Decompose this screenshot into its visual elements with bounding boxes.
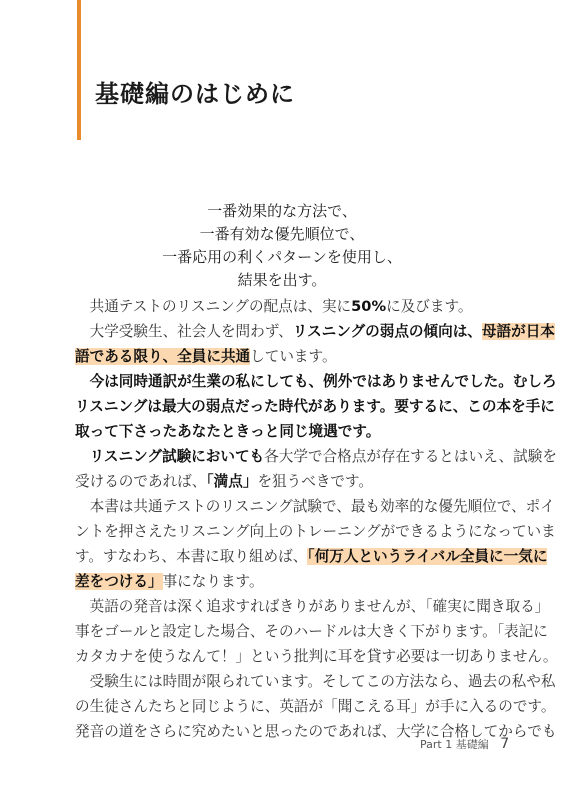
page-footer <box>420 736 509 752</box>
footer-part: Part 1 <box>420 738 453 751</box>
body-line: 事をゴールと設定した場合、そのハードルは大きく下がります。「表記に <box>75 623 548 640</box>
body-line: カタカナを使うなんて！」という批判に耳を貸す必要は一切ありません。 <box>75 648 558 665</box>
body-line: 受けるのであれば、「満点」を狙うべきです。 <box>75 473 374 490</box>
body-line: リスニング試験においても各大学で合格点が存在するとはいえ、試験を <box>89 448 557 465</box>
body-line: の生徒さんたちと同じように、英語が「聞こえる耳」が手に入るのです。 <box>75 698 556 715</box>
body-line: リスニングは最大の弱点だった時代があります。要するに、この本を手に <box>75 398 555 415</box>
intro-line: 結果を出す。 <box>237 271 327 289</box>
page-number: 7 <box>500 736 510 752</box>
body-line: 共通テストのリスニングの配点は、実に50%に及びます。 <box>89 298 473 315</box>
footer-section: 基礎編 <box>455 738 489 751</box>
body-line: 語である限り、全員に共通しています。 <box>75 348 337 365</box>
highlighted-text: 母語が日本 <box>481 323 555 340</box>
body-line: す。すなわち、本書に取り組めば、「何万人というライバル全員に一気に <box>75 548 548 565</box>
highlighted-text: 「何万人というライバル全員に一気に <box>307 548 548 565</box>
intro-line: 一番有効な優先順位で、 <box>199 225 365 243</box>
body-line: 発音の道をさらに究めたいと思ったのであれば、大学に合格してからでも <box>75 723 557 740</box>
body-line: 差をつける」事になります。 <box>75 573 264 590</box>
body-line: 英語の発音は深く追求すればきりがありませんが、「確実に聞き取る」 <box>89 598 550 615</box>
body-line: 今は同時通訳が生業の私にしても、例外ではありませんでした。むしろ <box>89 373 557 390</box>
intro-line: 一番応用の利くパターンを使用し、 <box>162 248 402 266</box>
body-line: 本書は共通テストのリスニング試験で、最も効率的な優先順位で、ポイ <box>89 498 555 515</box>
body-line: ントを押さえたリスニング向上のトレーニングができるようになっていま <box>75 523 556 540</box>
intro-line: 一番効果的な方法で、 <box>207 202 357 220</box>
body-line: 大学受験生、社会人を問わず、リスニングの弱点の傾向は、母語が日本 <box>89 323 555 340</box>
highlighted-text: 差をつける」 <box>75 573 163 590</box>
highlighted-text: 語である限り、全員に共通 <box>75 348 251 365</box>
intro-block <box>0 200 564 292</box>
body-line: 取って下さったあなたときっと同じ境遇です。 <box>75 423 381 440</box>
body-line: 受験生には時間が限られています。そしてこの方法なら、過去の私や私 <box>89 673 556 690</box>
body-text <box>75 294 558 744</box>
chapter-title: 基礎編のはじめに <box>95 80 295 108</box>
chapter-accent-bar <box>77 0 81 140</box>
